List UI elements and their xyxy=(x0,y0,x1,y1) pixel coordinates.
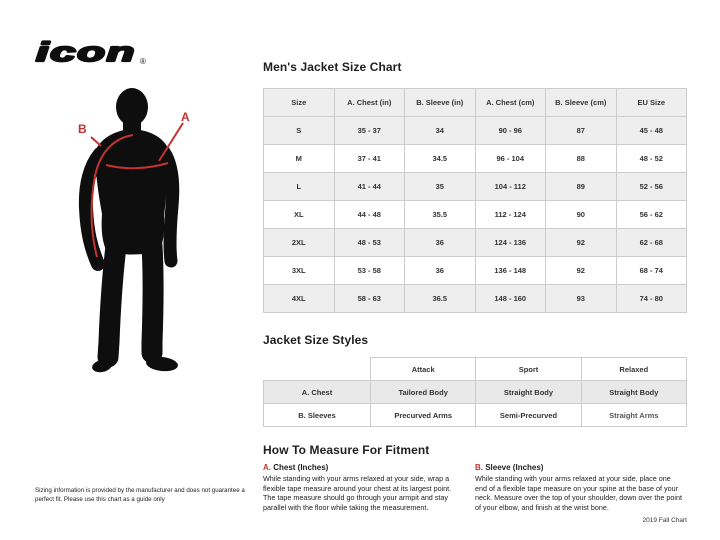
blank-cell xyxy=(264,358,371,381)
value-cell: 35 - 37 xyxy=(334,117,405,145)
column-header-eu-size: EU Size xyxy=(616,89,687,117)
column-header-chest-in: A. Chest (in) xyxy=(334,89,405,117)
styles-title: Jacket Size Styles xyxy=(263,333,369,347)
sleeve-label-text: Sleeve (Inches) xyxy=(483,463,544,472)
value-cell: 104 - 112 xyxy=(475,173,546,201)
column-header-chest-cm: A. Chest (cm) xyxy=(475,89,546,117)
value-cell: 48 - 53 xyxy=(334,229,405,257)
table-row xyxy=(264,117,687,145)
value-cell: 45 - 48 xyxy=(616,117,687,145)
chest-instructions-label xyxy=(263,463,459,472)
value-cell: 87 xyxy=(546,117,617,145)
value-cell: 36.5 xyxy=(405,285,476,313)
size-cell: L xyxy=(264,173,335,201)
column-header-sleeve-in: B. Sleeve (in) xyxy=(405,89,476,117)
value-cell: 34.5 xyxy=(405,145,476,173)
value-cell: 44 - 48 xyxy=(334,201,405,229)
value-cell: 58 - 63 xyxy=(334,285,405,313)
size-chart-table xyxy=(263,88,687,313)
table-row xyxy=(264,257,687,285)
style-cell: Precurved Arms xyxy=(371,404,476,427)
sleeve-label-letter: B. xyxy=(475,463,483,472)
chest-label-letter: A. xyxy=(263,463,271,472)
size-cell: S xyxy=(264,117,335,145)
measurement-figure xyxy=(40,80,260,485)
table-row xyxy=(264,381,687,404)
value-cell: 36 xyxy=(405,229,476,257)
style-cell: Semi-Precurved xyxy=(476,404,581,427)
icon-logo-text: icon xyxy=(36,37,136,67)
value-cell: 92 xyxy=(546,229,617,257)
measure-instructions xyxy=(263,463,687,512)
sleeve-instructions-body: While standing with your arms relaxed at your side, place one end of a flexible tape measure on your spine at the base of your neck. Measure over the top of your shoulder, down over the point of your elbow, and finish at the wrist bone. xyxy=(475,474,682,512)
value-cell: 74 - 80 xyxy=(616,285,687,313)
value-cell: 34 xyxy=(405,117,476,145)
size-chart-title: Men's Jacket Size Chart xyxy=(263,60,402,74)
chest-instructions-body: While standing with your arms relaxed at your side, wrap a flexible tape measure around your chest at its largest point. The tape measure should go through your armpit and stay parallel with the floor while taking the measurement. xyxy=(263,474,452,512)
disclaimer-text: Sizing information is provided by the manufacturer and does not guarantee a perfect fit. Please use this chart as a guide only xyxy=(35,487,245,503)
sleeve-instructions-column xyxy=(475,463,683,512)
style-column-header: Attack xyxy=(371,358,476,381)
value-cell: 112 - 124 xyxy=(475,201,546,229)
value-cell: 93 xyxy=(546,285,617,313)
style-column-header: Relaxed xyxy=(581,358,686,381)
registered-mark: ® xyxy=(140,57,146,66)
table-row xyxy=(264,145,687,173)
figure-label-a: A xyxy=(181,110,190,124)
value-cell: 37 - 41 xyxy=(334,145,405,173)
chart-version-note: 2019 Fall Chart xyxy=(642,517,687,524)
value-cell: 68 - 74 xyxy=(616,257,687,285)
value-cell: 92 xyxy=(546,257,617,285)
value-cell: 48 - 52 xyxy=(616,145,687,173)
value-cell: 35 xyxy=(405,173,476,201)
styles-table xyxy=(263,357,687,427)
size-cell: 2XL xyxy=(264,229,335,257)
value-cell: 62 - 68 xyxy=(616,229,687,257)
value-cell: 56 - 62 xyxy=(616,201,687,229)
measure-title: How To Measure For Fitment xyxy=(263,443,430,457)
sleeve-instructions-label xyxy=(475,463,683,472)
value-cell: 90 xyxy=(546,201,617,229)
size-cell: 4XL xyxy=(264,285,335,313)
chest-label-text: Chest (Inches) xyxy=(271,463,329,472)
value-cell: 41 - 44 xyxy=(334,173,405,201)
column-header-sleeve-cm: B. Sleeve (cm) xyxy=(546,89,617,117)
value-cell: 36 xyxy=(405,257,476,285)
value-cell: 90 - 96 xyxy=(475,117,546,145)
figure-label-b: B xyxy=(78,122,87,136)
icon-logo xyxy=(34,36,159,73)
size-cell: M xyxy=(264,145,335,173)
size-cell: XL xyxy=(264,201,335,229)
style-cell: Straight Arms xyxy=(581,404,686,427)
value-cell: 88 xyxy=(546,145,617,173)
style-column-header: Sport xyxy=(476,358,581,381)
style-cell: Straight Body xyxy=(581,381,686,404)
icon-logo-graphic xyxy=(34,36,159,68)
table-row xyxy=(264,285,687,313)
table-row xyxy=(264,229,687,257)
sleeve-callout-line xyxy=(91,137,101,146)
style-cell: Tailored Body xyxy=(371,381,476,404)
value-cell: 35.5 xyxy=(405,201,476,229)
value-cell: 89 xyxy=(546,173,617,201)
chest-instructions-column xyxy=(263,463,459,512)
value-cell: 124 - 136 xyxy=(475,229,546,257)
value-cell: 52 - 56 xyxy=(616,173,687,201)
size-cell: 3XL xyxy=(264,257,335,285)
value-cell: 136 - 148 xyxy=(475,257,546,285)
value-cell: 148 - 160 xyxy=(475,285,546,313)
column-header-size: Size xyxy=(264,89,335,117)
style-cell: Straight Body xyxy=(476,381,581,404)
table-row xyxy=(264,404,687,427)
table-row xyxy=(264,201,687,229)
style-row-header: A. Chest xyxy=(264,381,371,404)
styles-header-row xyxy=(264,358,687,381)
value-cell: 96 - 104 xyxy=(475,145,546,173)
style-row-header: B. Sleeves xyxy=(264,404,371,427)
header-row xyxy=(264,89,687,117)
body-silhouette xyxy=(86,88,179,374)
table-row xyxy=(264,173,687,201)
value-cell: 53 - 58 xyxy=(334,257,405,285)
